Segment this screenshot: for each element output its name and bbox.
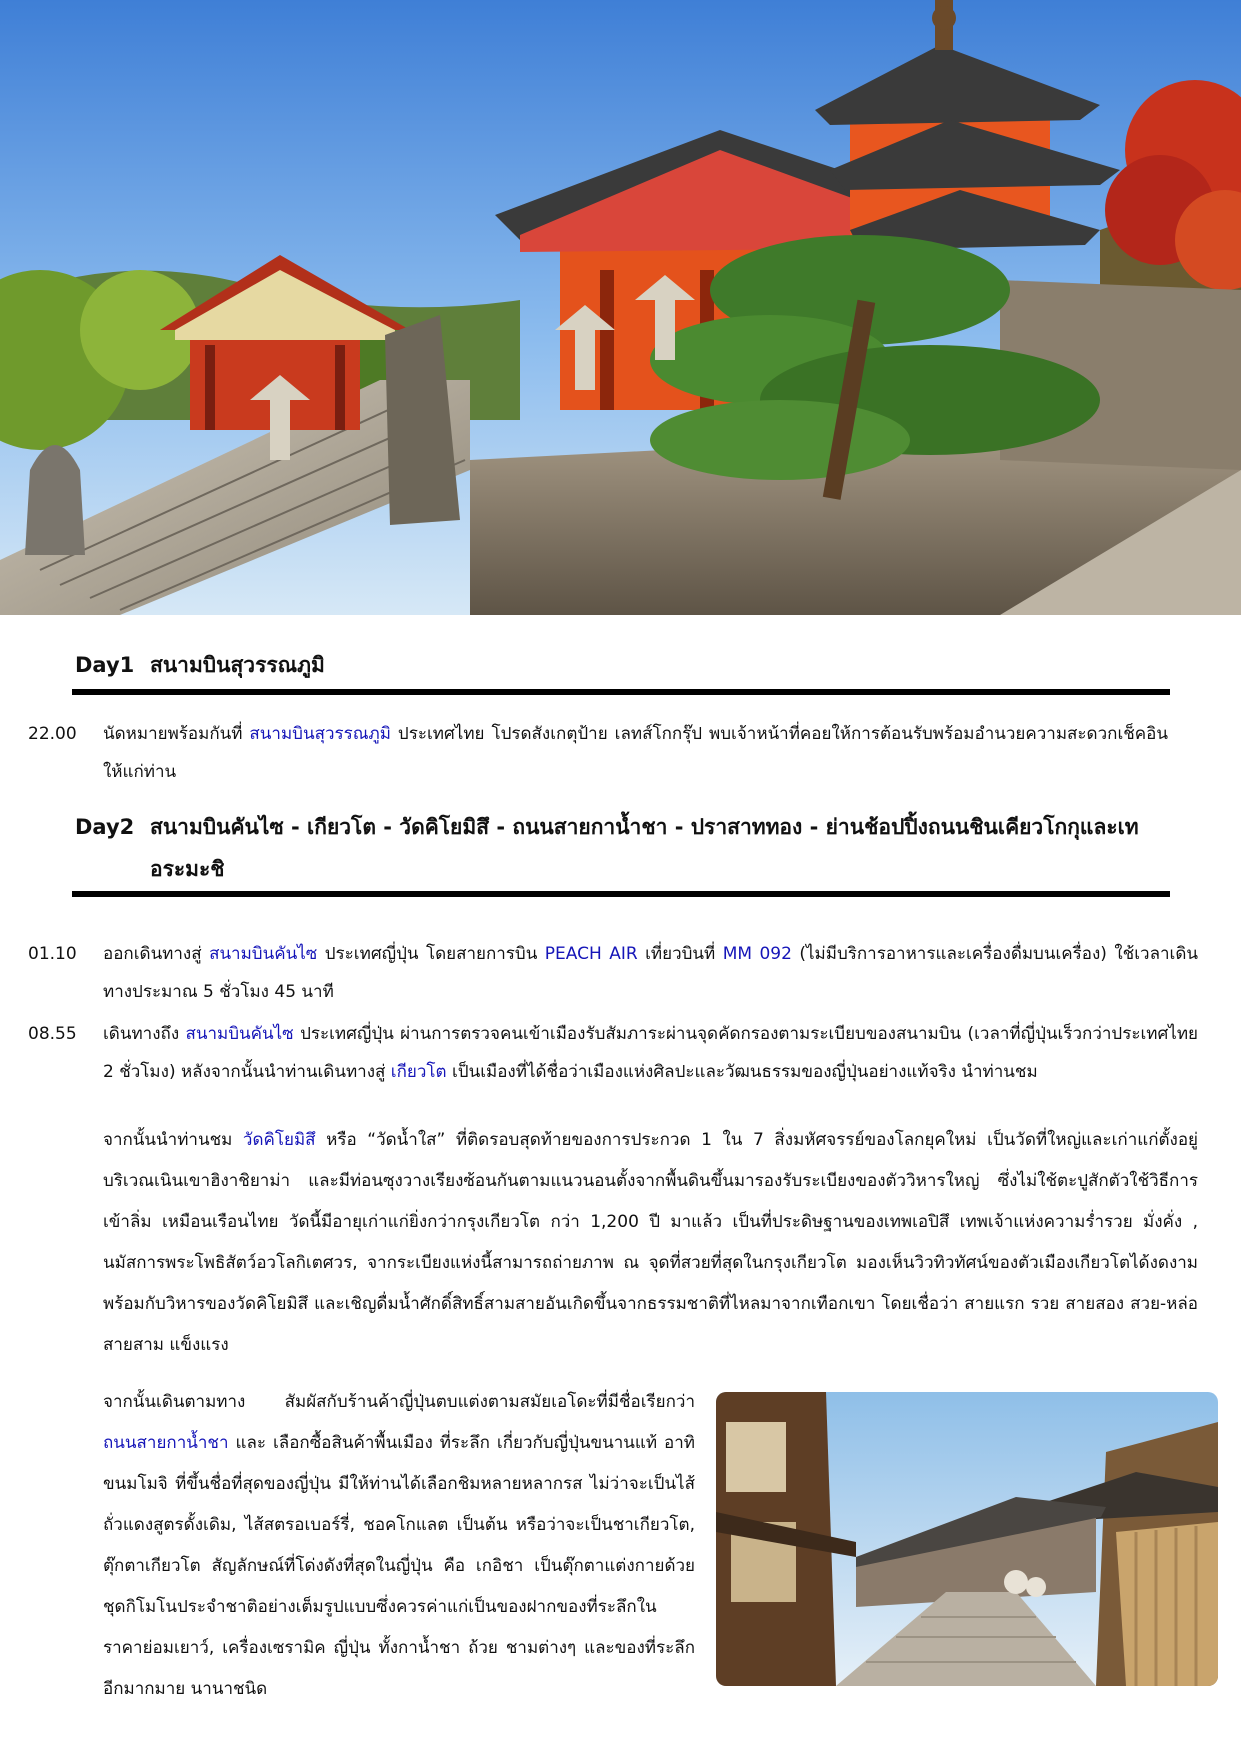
temple-highlight: วัดคิโยมิสึ (242, 1130, 316, 1150)
city-highlight: เกียวโต (390, 1062, 447, 1082)
location-highlight: สนามบินคันไซ (185, 1024, 294, 1044)
day2-event1-text (103, 935, 1198, 1011)
event-text-part: (ไม่มีบริการอาหารและเครื่องดื่มบนเครื่อง) ใช้เวลาเดินทางประมาณ 5 ชั่วโมง 45 นาที (103, 944, 1198, 1002)
street-illustration (716, 1392, 1218, 1686)
street-highlight: ถนนสายกาน้ำชา (103, 1433, 229, 1453)
day1-event-text (103, 715, 1168, 791)
day1-label: Day1 (75, 653, 135, 677)
hero-temple-photo (0, 0, 1241, 615)
paragraph-text-part: และ เลือกซื้อสินค้าพื้นเมือง ที่ระลึก เกี่ยวกับญี่ปุ่นขนานแท้ อาทิ ขนมโมจิ ที่ขึ้นชื่อที่สุดของญี่ปุ่น มีให้ท่านได้เลือกชิมหลายหลากรส ไม่ว่าจะเป็นไส้ถั่วแดงสูตรดั้งเดิม, ไส้สตรอเบอร์รี่, ชอคโกแลต เป็นต้น หรือว่าจะเป็นชาเกียวโต, ตุ๊กตาเกียวโต สัญลักษณ์ที่โด่งดังที่สุดในญี่ปุ่น คือ เกอิชา เป็นตุ๊กตาแต่งกายด้วยชุดกิโมโนประจำชาติอย่างเต็มรูปแบบซึ่งควรค่าแก่เป็นของฝากของที่ระลึกในราคาย่อมเยาว์, เครื่องเซรามิค ญี่ปุ่น ทั้งกาน้ำชา ถ้วย ชามต่างๆ และของที่ระลึก อีกมากมาย นานาชนิด (103, 1433, 695, 1699)
temple-illustration (0, 0, 1241, 615)
paragraph-text-part: หรือ “วัดน้ำใส” ที่ติดรอบสุดท้ายของการประกวด 1 ใน 7 สิ่งมหัศจรรย์ของโลกยุคใหม่ เป็นวัดที่ใหญ่และเก่าแก่ตั้งอยู่บริเวณเนินเขาฮิงาชิยาม่า และมีท่อนซุงวางเรียงซ้อนกันตามแนวนอนตั้งจากพื้นดินขึ้นมารองรับระเบียงของตัววิหารใหญ่ ซึ่งไม่ใช้ตะปูสักตัวใช้วิธีการเข้าลิ่ม เหมือนเรือนไทย วัดนี้มีอายุเก่าแก่ยิ่งกว่ากรุงเกียวโต กว่า 1,200 ปี มาแล้ว เป็นที่ประดิษฐานของเทพเอปิสึ เทพเจ้าแห่งความร่ำรวย มั่งคั่ง , นมัสการพระโพธิสัตว์อวโลกิเตศวร, จากระเบียงแห่งนี้สามารถถ่ายภาพ ณ จุดที่สวยที่สุดในกรุงเกียวโต มองเห็นวิวทิวทัศน์ของตัวเมืองเกียวโตได้งดงาม พร้อมกับวิหารของวัดคิโยมิสึ และเชิญดื่มน้ำศักดิ์สิทธิ์สามสายอันเกิดขึ้นจากธรรมชาติที่ไหลมาจากเทือกเขา โดยเชื่อว่า สายแรก รวย สายสอง สวย-หล่อ สายสาม แข็งแรง (103, 1130, 1198, 1355)
flight-number-highlight: MM 092 (722, 944, 792, 964)
teapot-street-paragraph (103, 1382, 695, 1710)
location-highlight: สนามบินสุวรรณภูมิ (249, 724, 391, 744)
event-text-part: เป็นเมืองที่ได้ชื่อว่าเมืองแห่งศิลปะและวัฒนธรรมของญี่ปุ่นอย่างแท้จริง นำท่านชม (446, 1062, 1038, 1082)
day1-event-time: 22.00 (28, 724, 77, 744)
day2-event1-time: 01.10 (28, 944, 77, 964)
day1-title: สนามบินสุวรรณภูมิ (150, 653, 325, 677)
airline-highlight: PEACH AIR (544, 944, 638, 964)
kiyomizu-paragraph (103, 1120, 1198, 1366)
event-text-part: เที่ยวบินที่ (637, 944, 723, 964)
day1-divider (72, 689, 1170, 695)
event-text-part: ประเทศญี่ปุ่น โดยสายการบิน (317, 944, 545, 964)
paragraph-text-part: จากนั้นนำท่านชม (103, 1130, 243, 1150)
event-text-part: ออกเดินทางสู่ (103, 944, 210, 964)
location-highlight: สนามบินคันไซ (209, 944, 318, 964)
event-text-part: ประเทศไทย โปรดสังเกตุป้าย เลทส์โกกรุ๊ป พบเจ้าหน้าที่คอยให้การต้อนรับพร้อมอำนวยความสะดวกเช็คอินให้แก่ท่าน (103, 724, 1168, 782)
day2-event2-time: 08.55 (28, 1024, 77, 1044)
event-text-part: ประเทศญี่ปุ่น ผ่านการตรวจคนเข้าเมืองรับสัมภาระผ่านจุดคัดกรองตามระเบียบของสนามบิน (เวลาที่ญี่ปุ่นเร็วกว่าประเทศไทย 2 ชั่วโมง) หลังจากนั้นนำท่านเดินทางสู่ (103, 1024, 1198, 1082)
day2-title: สนามบินคันไซ - เกียวโต - วัดคิโยมิสึ - ถนนสายกาน้ำชา - ปราสาททอง - ย่านช้อปปิ้งถนนชินเคียวโกกุและเทอระมะชิ (150, 815, 1139, 881)
day2-event2-text (103, 1015, 1198, 1091)
day2-divider (72, 891, 1170, 897)
day2-label: Day2 (75, 815, 135, 839)
event-text-part: นัดหมายพร้อมกันที่ (103, 724, 250, 744)
paragraph-text-part: จากนั้นเดินตามทาง สัมผัสกับร้านค้าญี่ปุ่นตบแต่งตามสมัยเอโดะที่มีชื่อเรียกว่า (103, 1392, 695, 1412)
teapot-street-photo (716, 1392, 1218, 1686)
event-text-part: เดินทางถึง (103, 1024, 186, 1044)
